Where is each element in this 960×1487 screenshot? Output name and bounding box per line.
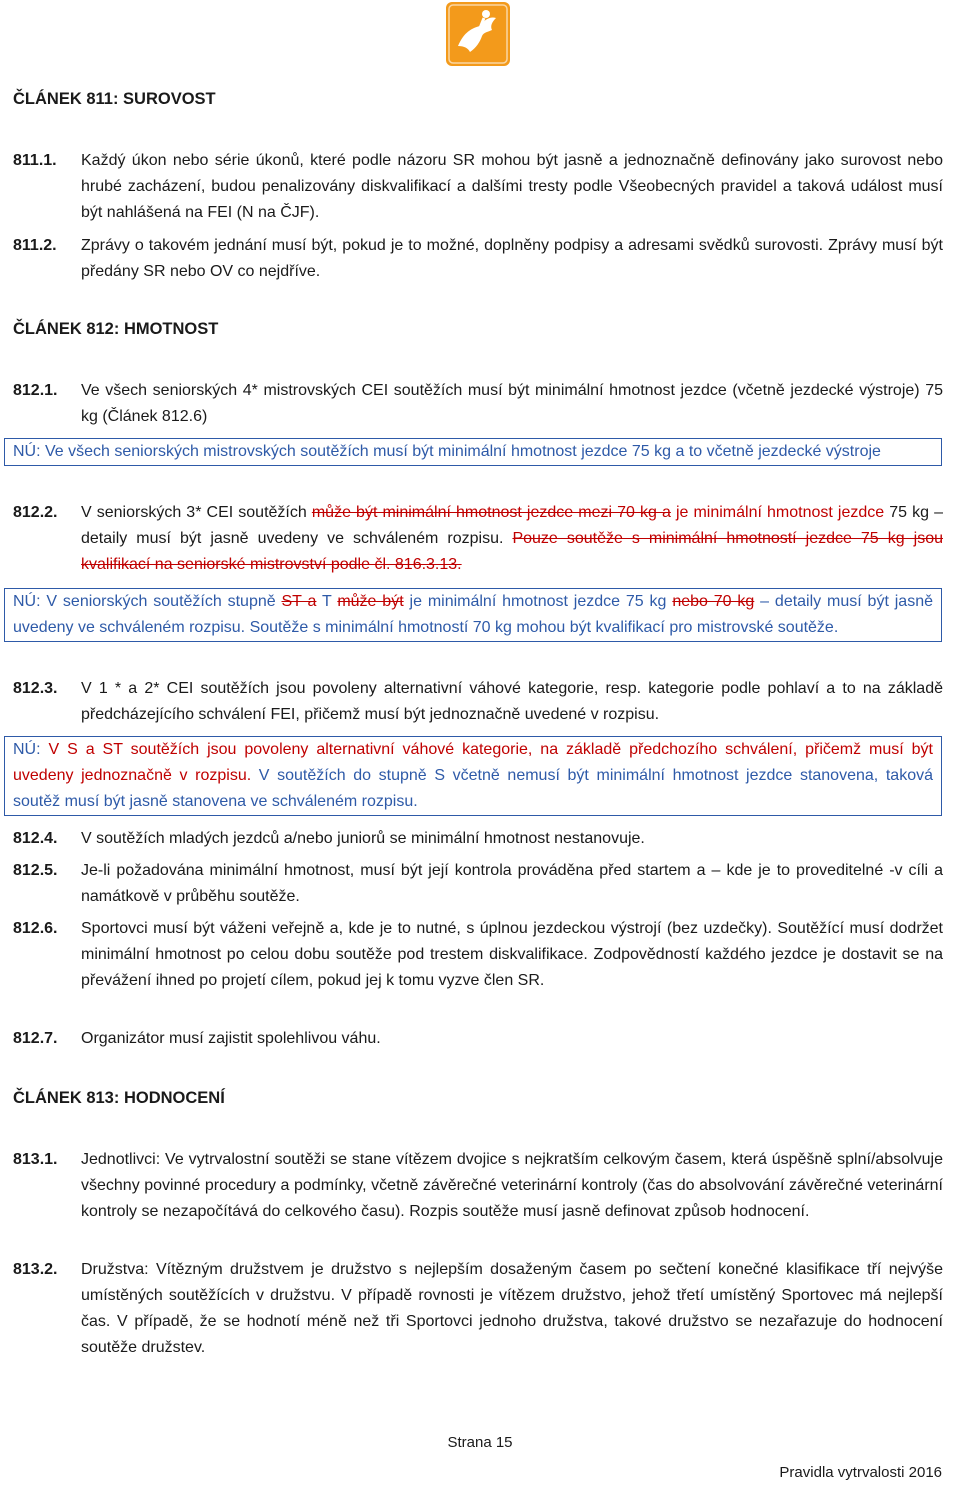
text-segment: – detaily musí být jasně uvedeny ve schváleném rozpisu. Soutěže s minimální hmotností 70 kg mohou být kvalifikací pro mistrovské soutěže.: [13, 593, 933, 636]
text-segment: NÚ: V seniorských soutěžích stupně: [13, 593, 282, 610]
deleted-text: může být minimální hmotnost jezdce mezi 70 kg a: [311, 504, 671, 521]
paragraph-text: Sportovci musí být váženi veřejně a, kde je to nutné, s úplnou jezdeckou výstrojí (bez uzdečky). Soutěžící musí dodržet minimální hmotnost po celou dobu soutěže pod trestem diskvalifikace. Zodpovědností každého jezdce je dostavit se na převážení ihned po projetí cílem, pokud jej k tomu vyzve člen SR.: [81, 920, 943, 989]
paragraph-number: 811.1.: [13, 152, 57, 169]
paragraph-number: 812.6.: [13, 920, 58, 937]
document-title-footer: Pravidla vytrvalosti 2016: [779, 1464, 942, 1481]
paragraph-text: Organizátor musí zajistit spolehlivou váhu.: [81, 1030, 381, 1047]
page-number: Strana 15: [447, 1434, 513, 1451]
national-rule-box-3: [4, 736, 942, 816]
paragraph-number: 812.5.: [13, 862, 58, 879]
national-rule-box-2: [4, 588, 942, 642]
paragraph-813-2: [13, 1257, 943, 1361]
paragraph-812-4: [13, 826, 943, 852]
paragraph-812-3: [13, 676, 943, 728]
paragraph-text: Ve všech seniorských 4* mistrovských CEI soutěžích musí být minimální hmotnost jezdce (včetně jezdecké výstroje) 75 kg (Článek 812.6): [81, 382, 943, 425]
paragraph-text: Je-li požadována minimální hmotnost, musí být její kontrola prováděna před startem a – kde je to proveditelné -v cíli a namátkově v průběhu soutěže.: [81, 862, 943, 905]
deleted-text: nebo 70 kg: [672, 593, 755, 610]
text-segment: je minimální hmotnost jezdce 75 kg: [403, 593, 673, 610]
article-813-heading: ČLÁNEK 813: HODNOCENÍ: [13, 1089, 225, 1107]
paragraph-813-1: [13, 1147, 943, 1225]
text-segment: T: [316, 593, 338, 610]
paragraph-811-2: [13, 233, 943, 285]
paragraph-text: Každý úkon nebo série úkonů, které podle názoru SR mohou být jasně a jednoznačně definovány jako surovost nebo hrubé zacházení, budou penalizovány diskvalifikací a dalšími tresty podle Všeobecných pravidel a taková událost musí být nahlášená na FEI (N na ČJF).: [81, 152, 943, 221]
national-rule-box-1: NÚ: Ve všech seniorských mistrovských soutěžích musí být minimální hmotnost jezdce 75 kg a to včetně jezdecké výstroje: [4, 438, 942, 466]
text-segment: V soutěžích do stupně S včetně nemusí být minimální hmotnost jezdce stanovena, taková soutěž musí být jasně stanovena ve schváleném rozpisu.: [13, 767, 933, 810]
text-segment: V seniorských 3* CEI soutěžích: [81, 504, 312, 521]
paragraph-812-5: [13, 858, 943, 910]
text-segment: 75 kg – detaily musí být jasně uvedeny ve schváleném rozpisu.: [81, 504, 944, 547]
paragraph-812-7: [13, 1026, 943, 1052]
paragraph-number: 812.4.: [13, 830, 58, 847]
deleted-text: Pouze soutěže s minimální hmotností jezdce 75 kg jsou kvalifikací na seniorské mistrovství podle čl. 816.3.13.: [81, 530, 943, 573]
paragraph-811-1: [13, 148, 943, 226]
paragraph-812-2: [13, 500, 943, 578]
paragraph-text: [81, 500, 943, 578]
paragraph-text: Jednotlivci: Ve vytrvalostní soutěži se stane vítězem dvojice s nejkratším celkovým časem, která úspěšně splní/absolvuje všechny povinné procedury a podmínky, včetně závěrečné veterinární kontroly (čas do absolvování závěrečné veterinární kontroly se nezapočítává do celkového času). Rozpis soutěže musí jasně definovat způsob hodnocení.: [81, 1151, 943, 1220]
inserted-text: je minimální hmotnost jezdce: [670, 504, 885, 521]
paragraph-text: Zprávy o takovém jednání musí být, pokud je to možné, doplněny podpisy a adresami svědků surovosti. Zprávy musí být předány SR nebo OV co nejdříve.: [81, 237, 943, 280]
paragraph-812-1: [13, 378, 943, 430]
paragraph-number: 812.7.: [13, 1030, 58, 1047]
paragraph-number: 812.3.: [13, 680, 58, 697]
paragraph-text: V soutěžích mladých jezdců a/nebo juniorů se minimální hmotnost nestanovuje.: [81, 830, 645, 847]
paragraph-text: Družstva: Vítězným družstvem je družstvo s nejlepším dosaženým časem po sečtení konečné klasifikace tří nejvýše umístěných soutěžících v družstvu. V případě rovnosti je vítězem družstvo, jehož třetí umístěný Sportovec má nejlepší čas. V případě, že se hodnotí méně než tři Sportovci jednoho družstva, takové družstvo se nezařazuje do hodnocení soutěže družstev.: [81, 1261, 943, 1356]
paragraph-812-6: [13, 916, 943, 994]
article-812-heading: ČLÁNEK 812: HMOTNOST: [13, 320, 219, 338]
paragraph-number: 811.2.: [13, 237, 57, 254]
inserted-text: V S a ST soutěžích jsou povoleny alternativní váhové kategorie, na základě předchozího schválení, přičemž musí být uvedeny jednoznačně v rozpisu.: [13, 741, 933, 784]
paragraph-text: V 1 * a 2* CEI soutěžích jsou povoleny alternativní váhové kategorie, resp. kategorie podle pohlaví a to na základě předcházejícího schválení FEI, přičemž musí být jednoznačně uvedené v rozpisu.: [81, 680, 943, 723]
paragraph-number: 812.1.: [13, 382, 58, 399]
deleted-text: může být: [337, 593, 404, 610]
paragraph-number: 812.2.: [13, 504, 58, 521]
article-811-heading: ČLÁNEK 811: SUROVOST: [13, 90, 216, 108]
equestrian-horse-logo-icon: [446, 2, 510, 66]
deleted-text: ST a: [281, 593, 317, 610]
paragraph-number: 813.1.: [13, 1151, 58, 1168]
text-segment: NÚ:: [13, 741, 49, 758]
paragraph-number: 813.2.: [13, 1261, 58, 1278]
